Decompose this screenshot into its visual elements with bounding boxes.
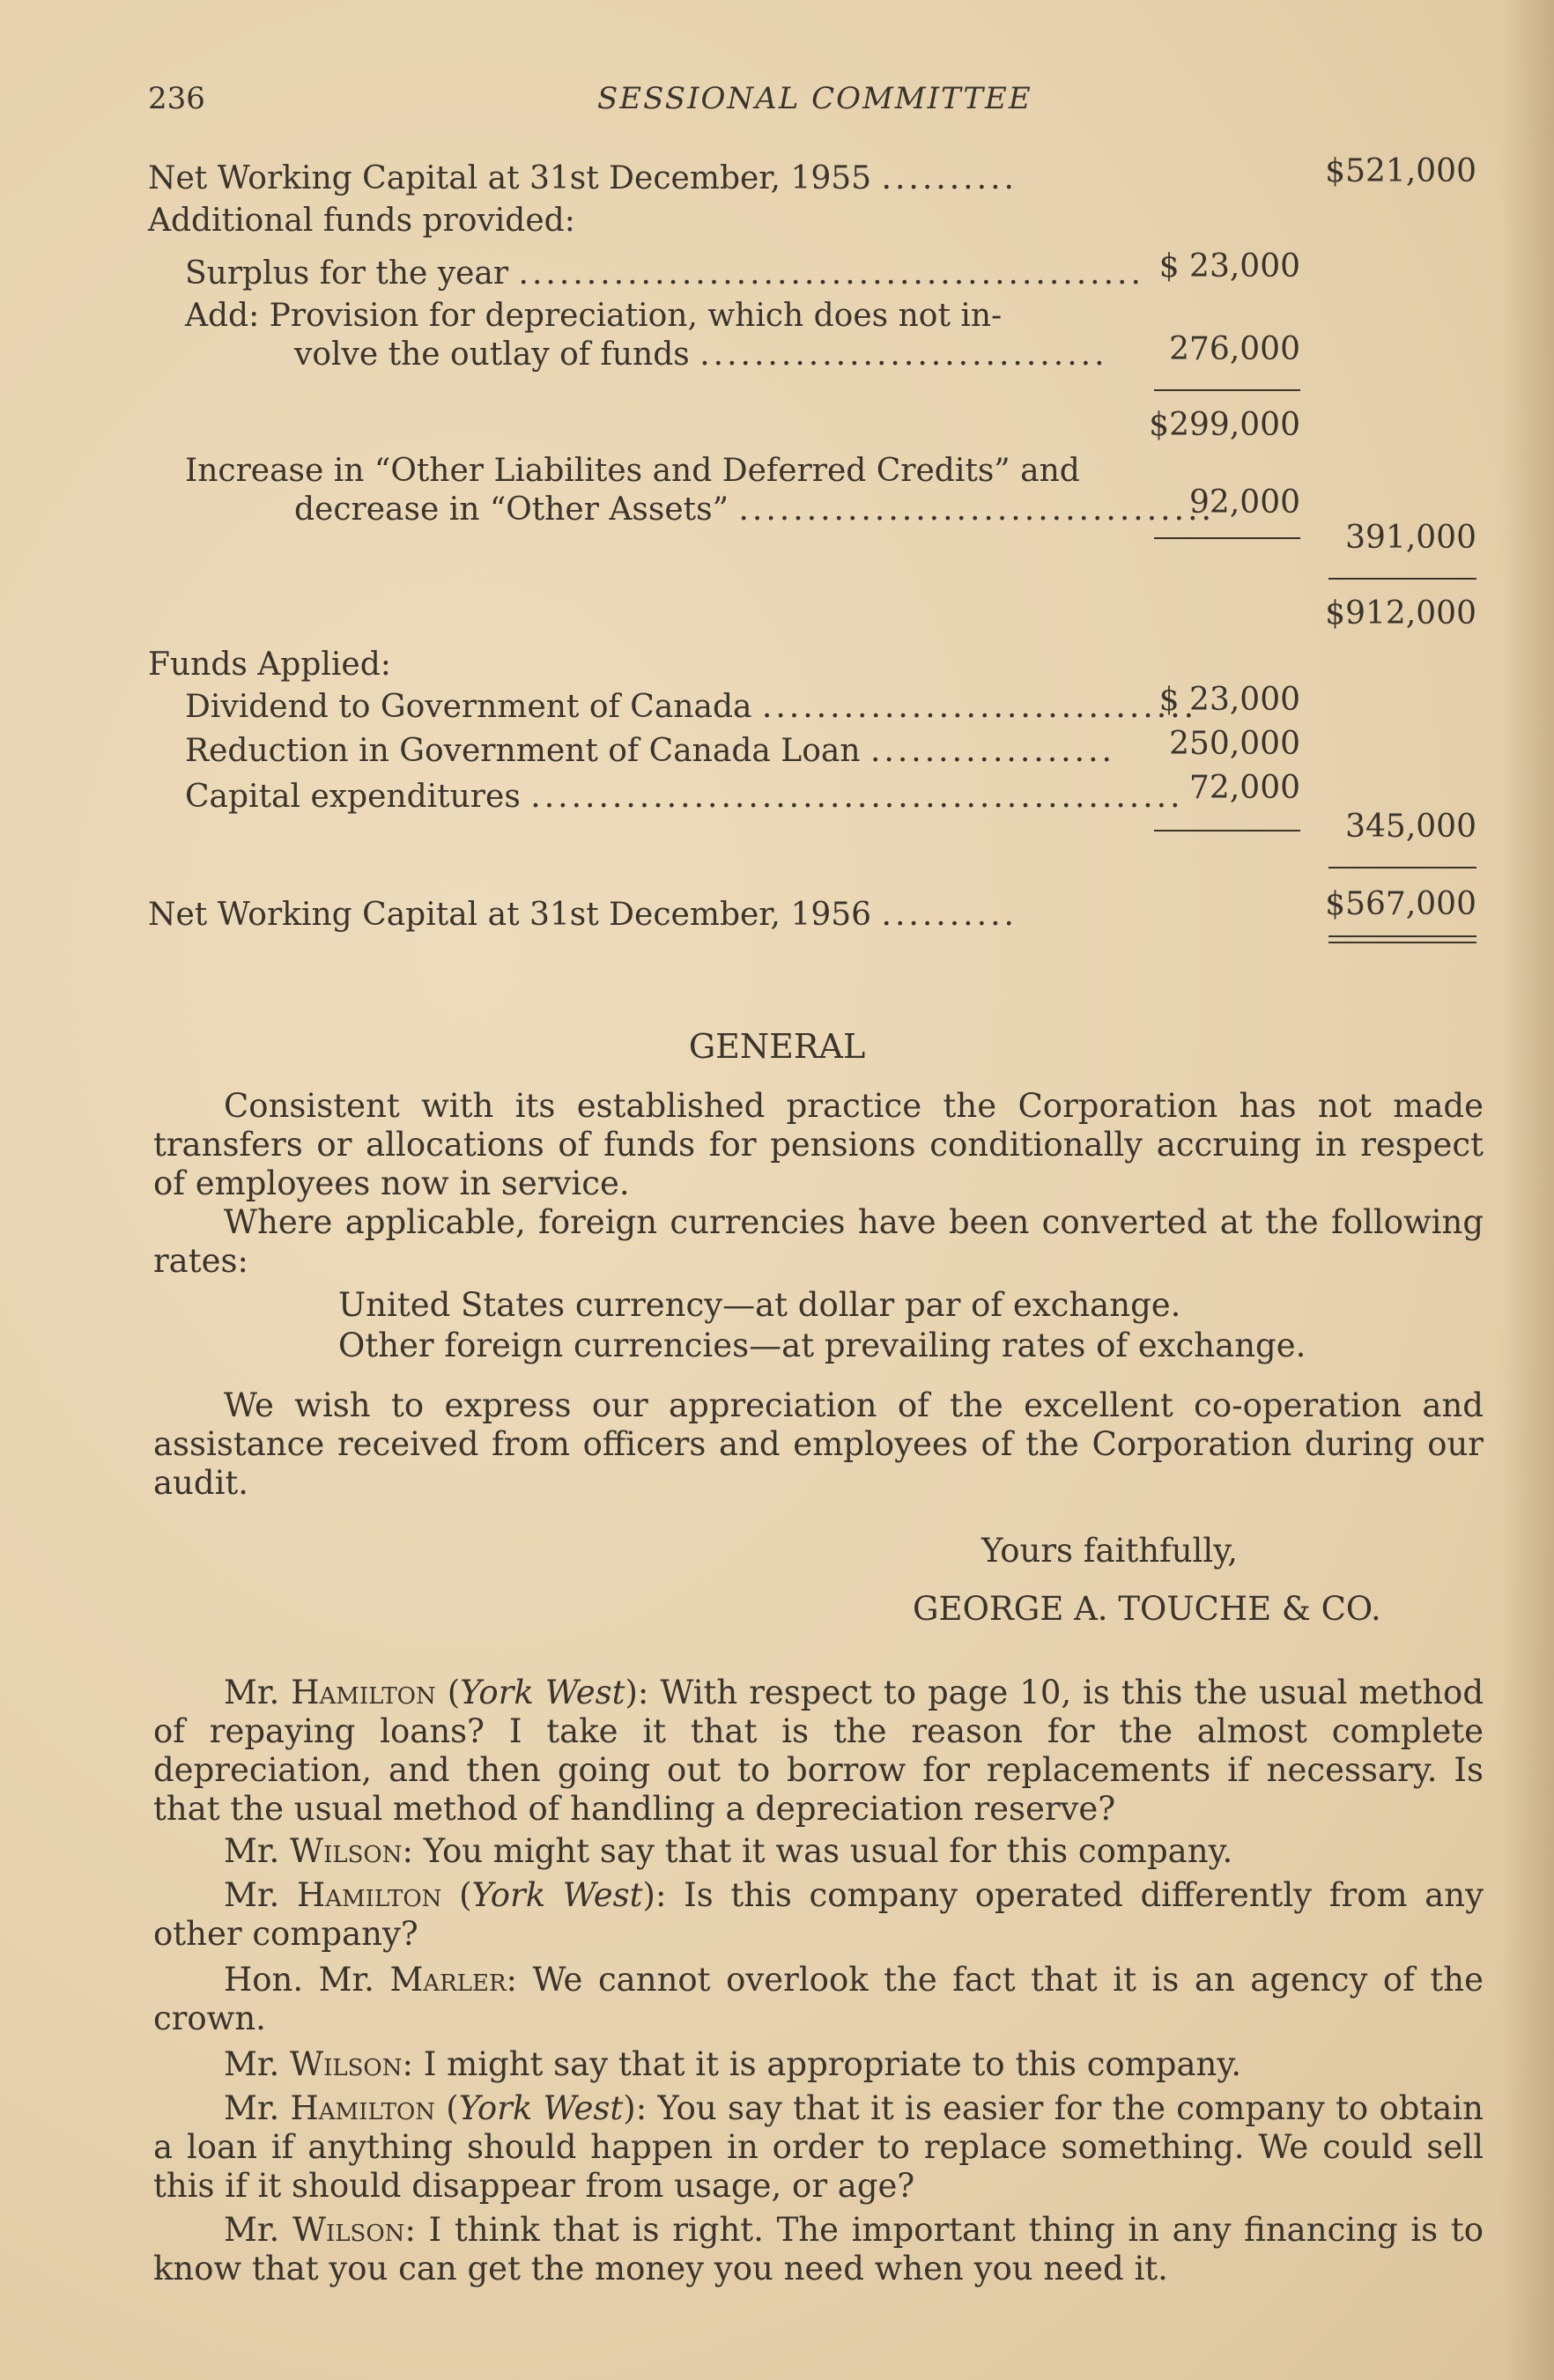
dialogue-text: You say that it is easier for the company to obtain a loan if anything should happen in order to replace something. We could sell this if it should disappear from usage, or age? [153,2089,1484,2205]
page-number: 236 [148,81,205,116]
auditor-signature: GEORGE A. TOUCHE & CO. [913,1590,1381,1628]
closing-double-rule [1328,935,1476,943]
dividend-label: Dividend to Government of Canada [185,689,752,725]
closing-label: Net Working Capital at 31st December, 1956 [148,897,872,933]
dialogue-text: I might say that it is appropriate to this company. [423,2045,1242,2083]
additional-heading: Additional funds provided: [148,203,575,239]
opening-label: Net Working Capital at 31st December, 1955 [148,160,872,196]
page-header [148,81,1475,125]
rate-line-1: United States currency—at dollar par of exchange. [338,1286,1181,1324]
speaker-name: Marler [389,1961,507,1999]
rate-line-2: Other foreign currencies—at prevailing rates of exchange. [338,1327,1306,1364]
increase-label-1: Increase in “Other Liabilites and Deferred Credits” and [185,453,1080,489]
dialogue-text: We cannot overlook the fact that it is an agency of the crown. [153,1961,1484,2037]
applied-total-rule [1328,867,1476,868]
dialogue-entry: Mr. Wilson: I think that is right. The important thing in any financing is to know that you can get the money you need when you need it. [153,2211,1484,2288]
opening-amount: $521,000 [1325,153,1476,189]
subtotal-rule [1154,389,1300,391]
speaker-name: Wilson [292,2211,405,2249]
speaker-riding: York West [458,2089,624,2127]
loan-label: Reduction in Government of Canada Loan [185,733,861,769]
dialogue-text: Is this company operated differently from any other company? [153,1876,1484,1953]
surplus-amount: $ 23,000 [1158,248,1300,285]
dividend-amount: $ 23,000 [1158,682,1300,718]
applied-heading: Funds Applied: [148,647,391,683]
capex-amount: 72,000 [1189,770,1300,806]
increase-rule [1154,537,1300,539]
dialogue-text: You might say that it was usual for this company. [423,1832,1233,1870]
general-heading: GENERAL [688,1027,866,1066]
dialogue-entry: Hon. Mr. Marler: We cannot overlook the fact that it is an agency of the crown. [153,1961,1484,2037]
general-paragraph-1: Consistent with its established practice the Corporation has not made transfers or allocations of funds for pensions conditionally accruing in respect of employees now in service. [153,1087,1484,1202]
capex-label: Capital expenditures [185,779,521,815]
closing-amount: $567,000 [1325,886,1476,922]
general-paragraph-2: Where applicable, foreign currencies have been converted at the following rates: [153,1203,1484,1280]
subtotal-amount: $299,000 [1149,407,1300,443]
running-title: SESSIONAL COMMITTEE [597,81,1032,116]
general-paragraph-3: We wish to express our appreciation of the excellent co-operation and assistance received from officers and employees of the Corporation during our audit. [153,1386,1484,1502]
depreciation-label-2: volve the outlay of funds [294,336,690,373]
speaker-name: Hamilton [291,1674,436,1711]
dialogue-entry: Mr. Hamilton (York West): With respect to page 10, is this the usual method of repaying loans? I take it that is the reason for the almost complete depreciation, and then going out to borrow for replacements if necessary. Is that the usual method of handling a depreciation reserve? [153,1674,1484,1828]
speaker-name: Wilson [290,1832,403,1870]
surplus-label: Surplus for the year [185,255,509,292]
dialogue-text: With respect to page 10, is this the usual method of repaying loans? I take it that is the reason for the almost complete depreciation, and then going out to borrow for replacements if necessary. Is that the usual method of handling a depreciation reserve? [153,1674,1484,1828]
additional-total-rule [1328,578,1476,580]
page-edge-shadow [1501,0,1554,2380]
speaker-name: Hamilton [290,2089,436,2127]
dialogue-text: I think that is right. The important thing in any financing is to know that you can get the money you need when you need it. [153,2211,1484,2288]
depreciation-label-1: Add: Provision for depreciation, which does not in- [185,298,1003,334]
document-page: 236 SESSIONAL COMMITTEE Net Working Capital at 31st December, 1955 .......... $521,000 Additional funds provided: Surplus for the year .............................................. $ 23,000 Add: Provision for depreciation, which does not in- volve the outlay of funds .............................. 276,000 $299,000 Increase in “Other Liabilites and Deferred Credits” and decrease in “Other Assets” ................................... 92,000 391,000 $912,000 Funds Applied: Dividend to Government of Canada ................................ $ 23,000 Reduction in Government of Canada Loan .................. 250,000 Capital expenditures ................................................ 72,000 345,000 Net Working Capital at 31st December, 1956 .......... $567,000 GENERAL Consistent with its established practice the Corporation has not made transfers or allocations of funds for pensions conditionally accruing in respect of employees now in service. Where applicable, foreign currencies have been converted at the following rates: United States currency—at dollar par of exchange. Other foreign currencies—at prevailing rates of exchange. We wish to express our appreciation of the excellent co-operation and assistance received from officers and employees of the Corporation during our audit. Yours faithfully, GEORGE A. TOUCHE & CO. Mr. Hamilton (York West): With respect to page 10, is this the usual method of repaying loans? I take it that is the reason for the almost complete depreciation, and then going out to borrow for replacements if necessary. Is that the usual method of handling a depreciation reserve? Mr. Wilson: You might say that it was usual for this company. Mr. Hamilton (York West): Is this company operated differently from any other company? Hon. Mr. Marler: We cannot overlook the fact that it is an agency of the crown. Mr. Wilson: I might say that it is appropriate to this company. Mr. Hamilton (York West): You say that it is easier for the company to obtain a loan if anything should happen in order to replace something. We could sell this if it should disappear from usage, or age? Mr. Wilson: I think that is right. The important thing in any financing is to know that you can get the money you need when you need it. [0,0,1554,2380]
closing-salutation: Yours faithfully, [981,1532,1238,1570]
grand-total: $912,000 [1325,595,1476,632]
speaker-name: Wilson [290,2045,403,2083]
dialogue-entry: Mr. Wilson: You might say that it was usual for this company. [224,1832,1233,1870]
increase-label-2: decrease in “Other Assets” [294,492,729,528]
dialogue-entry: Mr. Hamilton (York West): Is this company operated differently from any other company? [153,1876,1484,1953]
depreciation-amount: 276,000 [1169,331,1300,367]
increase-amount: 92,000 [1189,484,1300,521]
loan-amount: 250,000 [1169,726,1300,762]
additional-total: 391,000 [1345,520,1476,556]
speaker-riding: York West [460,1674,625,1711]
dialogue-entry: Mr. Wilson: I might say that it is appropriate to this company. [224,2045,1242,2083]
applied-total: 345,000 [1345,809,1476,845]
dialogue-entry: Mr. Hamilton (York West): You say that it is easier for the company to obtain a loan if anything should happen in order to replace something. We could sell this if it should disappear from usage, or age? [153,2089,1484,2205]
speaker-name: Hamilton [296,1876,442,1914]
speaker-riding: York West [471,1876,643,1914]
capex-rule [1154,830,1300,832]
